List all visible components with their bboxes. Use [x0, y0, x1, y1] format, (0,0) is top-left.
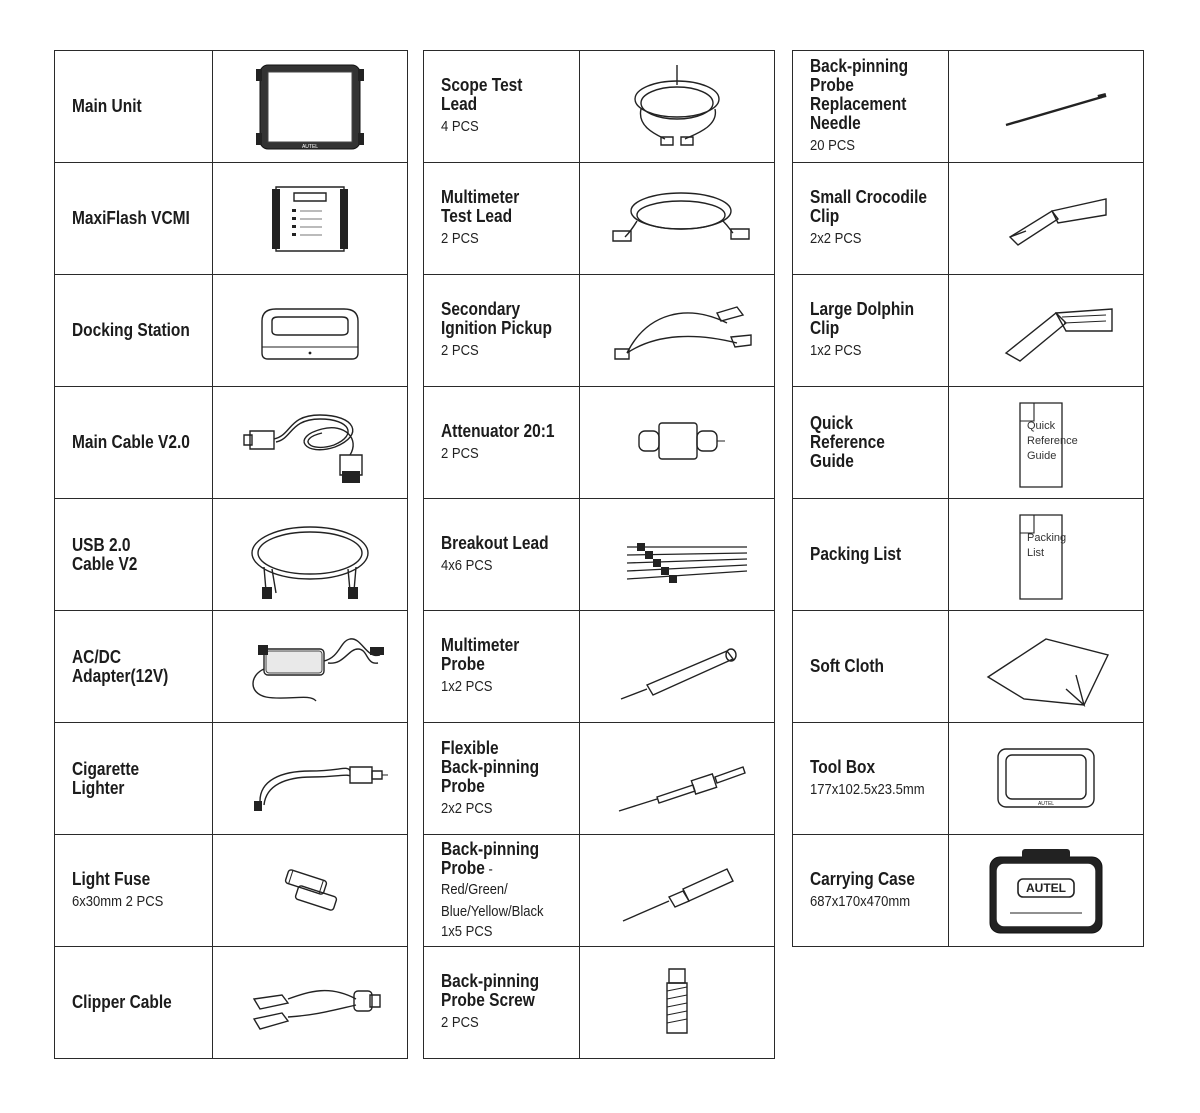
item-name: Tool Box: [810, 756, 876, 777]
docking-station-icon: [213, 283, 407, 379]
document-icon-text: Guide: [1027, 449, 1057, 462]
svg-text:AUTEL: AUTEL: [301, 143, 319, 150]
fuse-icon: [213, 843, 407, 939]
item-name: Main Unit: [72, 96, 142, 116]
item-quantity: 6x30mm 2 PCS: [72, 893, 164, 910]
packing-item-row: [55, 947, 408, 1059]
packing-item-row: [55, 275, 408, 387]
attenuator-icon: [580, 395, 774, 491]
item-label-cell: [55, 163, 213, 275]
item-picture-cell: [949, 163, 1144, 275]
item-name: Cigarette Lighter: [72, 758, 140, 798]
item-label-cell: [55, 611, 213, 723]
vcmi-device-icon: [213, 171, 407, 267]
item-picture-cell: [949, 723, 1144, 835]
item-name: Large Dolphin Clip: [810, 299, 915, 338]
multimeter-probe-icon: [580, 619, 774, 715]
packing-item-row: [793, 163, 1144, 275]
document-icon-text: Packing: [1027, 531, 1067, 544]
packing-item-row: [793, 835, 1144, 947]
item-picture-cell: [580, 387, 775, 499]
item-name: Breakout Lead: [441, 532, 549, 553]
item-picture-cell: [213, 723, 408, 835]
item-label-cell: [55, 499, 213, 611]
item-picture-cell: [213, 51, 408, 163]
item-picture-cell: [213, 275, 408, 387]
item-label-cell: [55, 723, 213, 835]
packing-item-row: [424, 835, 775, 947]
item-label-cell: [793, 723, 949, 835]
packing-item-row: [424, 163, 775, 275]
item-label-cell: [55, 387, 213, 499]
item-name: Attenuator 20:1: [441, 420, 555, 441]
item-name: Flexible Back-pinning Probe: [441, 737, 540, 796]
item-label-cell: [793, 163, 949, 275]
item-picture-cell: [580, 51, 775, 163]
item-label-cell: [424, 499, 580, 611]
item-label-cell: [424, 51, 580, 163]
svg-text:AUTEL: AUTEL: [1037, 800, 1055, 807]
item-name: Small Crocodile Clip: [810, 187, 928, 226]
item-quantity: 2 PCS: [441, 231, 479, 247]
multimeter-lead-icon: [580, 171, 774, 267]
item-name: Packing List: [810, 544, 902, 564]
svg-text:AUTEL: AUTEL: [1026, 880, 1066, 895]
item-name: Multimeter Test Lead: [441, 187, 520, 226]
ignition-pickup-icon: [580, 283, 774, 379]
document-icon-text: Quick: [1027, 419, 1056, 432]
item-name: Secondary Ignition Pickup: [441, 299, 552, 338]
crocodile-clip-icon: [949, 171, 1143, 267]
packing-item-row: [424, 947, 775, 1059]
item-name: Clipper Cable: [72, 992, 172, 1012]
packing-item-row: [424, 51, 775, 163]
packing-item-row: [55, 387, 408, 499]
document-icon-text: Reference: [1027, 434, 1078, 447]
document-icon: [949, 395, 1143, 491]
item-quantity: 2 PCS: [441, 445, 479, 462]
item-quantity: 2x2 PCS: [810, 231, 862, 247]
backpin-probe-icon: [580, 843, 774, 939]
item-picture-cell: [213, 611, 408, 723]
item-quantity: 1x2 PCS: [810, 343, 862, 359]
item-quantity: 4 PCS: [441, 119, 479, 135]
power-adapter-icon: [213, 619, 407, 715]
item-name: Quick Reference Guide: [810, 413, 885, 471]
scope-lead-icon: [580, 59, 774, 155]
breakout-lead-icon: [580, 507, 774, 603]
item-label-cell: [424, 275, 580, 387]
item-name: Scope Test Lead: [441, 75, 523, 114]
item-picture-cell: [580, 163, 775, 275]
needle-icon: [949, 59, 1143, 155]
cigarette-lighter-cable-icon: [213, 731, 407, 827]
cloth-icon: [949, 619, 1143, 715]
item-color-options: - Red/Green/: [441, 860, 508, 898]
tablet-icon: [213, 59, 407, 155]
item-quantity: 20 PCS: [810, 138, 855, 154]
item-quantity: 4x6 PCS: [441, 557, 493, 574]
item-label-cell: [793, 387, 949, 499]
item-quantity: 687x170x470mm: [810, 893, 911, 910]
packing-item-row: [55, 835, 408, 947]
packing-item-row: [793, 723, 1144, 835]
item-name: Main Cable V2.0: [72, 432, 190, 452]
item-quantity: 1x2 PCS: [441, 679, 493, 695]
item-name: Multimeter Probe: [441, 635, 520, 674]
item-name: USB 2.0 Cable V2: [72, 534, 138, 574]
item-label-cell: [793, 275, 949, 387]
item-picture-cell: [213, 163, 408, 275]
item-label-cell: [55, 51, 213, 163]
item-picture-cell: [213, 499, 408, 611]
item-picture-cell: [580, 611, 775, 723]
item-name: MaxiFlash VCMI: [72, 208, 190, 228]
item-label-cell: [55, 835, 213, 947]
item-picture-cell: [949, 51, 1144, 163]
item-picture-cell: [213, 387, 408, 499]
document-icon: [949, 507, 1143, 603]
item-label-cell: [424, 835, 580, 947]
tool-box-icon: [949, 731, 1143, 827]
packing-table-col-2: [423, 50, 775, 1059]
packing-item-row: [55, 723, 408, 835]
item-label-cell: [793, 51, 949, 163]
probe-screw-icon: [580, 955, 774, 1051]
packing-item-row: [424, 723, 775, 835]
item-picture-cell: [949, 499, 1144, 611]
packing-item-row: [55, 163, 408, 275]
packing-item-row: [793, 499, 1144, 611]
item-name: Back-pinning Probe Screw: [441, 971, 540, 1010]
item-quantity: 2 PCS: [441, 343, 479, 359]
item-picture-cell: [949, 611, 1144, 723]
item-label-cell: [793, 611, 949, 723]
item-picture-cell: [580, 947, 775, 1059]
carrying-case-icon: [949, 843, 1143, 939]
item-name: AC/DC Adapter(12V): [72, 646, 169, 686]
item-picture-cell: [213, 835, 408, 947]
clipper-cable-icon: [213, 955, 407, 1051]
packing-table-col-1: [54, 50, 408, 1059]
item-label-cell: [424, 723, 580, 835]
item-quantity: 2 PCS: [441, 1015, 479, 1031]
item-label-cell: [793, 835, 949, 947]
item-picture-cell: [580, 835, 775, 947]
packing-item-row: [424, 275, 775, 387]
item-label-cell: [424, 947, 580, 1059]
packing-item-row: [424, 499, 775, 611]
packing-item-row: [793, 611, 1144, 723]
obd-cable-icon: [213, 395, 407, 491]
dolphin-clip-icon: [949, 283, 1143, 379]
flexible-probe-icon: [580, 731, 774, 827]
packing-item-row: [424, 611, 775, 723]
item-picture-cell: [949, 387, 1144, 499]
item-label-cell: [424, 611, 580, 723]
item-name: Soft Cloth: [810, 656, 884, 676]
usb-cable-icon: [213, 507, 407, 603]
item-picture-cell: [213, 947, 408, 1059]
item-picture-cell: [580, 723, 775, 835]
item-label-cell: [424, 163, 580, 275]
item-name: Carrying Case: [810, 868, 915, 889]
packing-item-row: [793, 275, 1144, 387]
item-picture-cell: [949, 275, 1144, 387]
item-picture-cell: [949, 835, 1144, 947]
item-quantity: 177x102.5x23.5mm: [810, 781, 925, 798]
item-label-cell: [55, 947, 213, 1059]
packing-item-row: [55, 611, 408, 723]
item-quantity: 2x2 PCS: [441, 800, 493, 817]
packing-item-row: [55, 499, 408, 611]
item-label-cell: [55, 275, 213, 387]
document-icon-text: List: [1027, 546, 1045, 559]
packing-table-col-3: [792, 50, 1144, 947]
item-picture-cell: [580, 499, 775, 611]
item-label-cell: [424, 387, 580, 499]
packing-item-row: [793, 51, 1144, 163]
item-name: Back-pinning Probe Replacement Needle: [810, 56, 909, 133]
item-name: Docking Station: [72, 320, 190, 340]
item-name: Light Fuse: [72, 868, 151, 889]
packing-item-row: [793, 387, 1144, 499]
item-name: Back-pinning Probe - Red/Green/: [441, 838, 540, 898]
packing-item-row: [55, 51, 408, 163]
item-quantity: Blue/Yellow/Black 1x5 PCS: [441, 903, 544, 940]
item-label-cell: [793, 499, 949, 611]
packing-item-row: [424, 387, 775, 499]
item-picture-cell: [580, 275, 775, 387]
